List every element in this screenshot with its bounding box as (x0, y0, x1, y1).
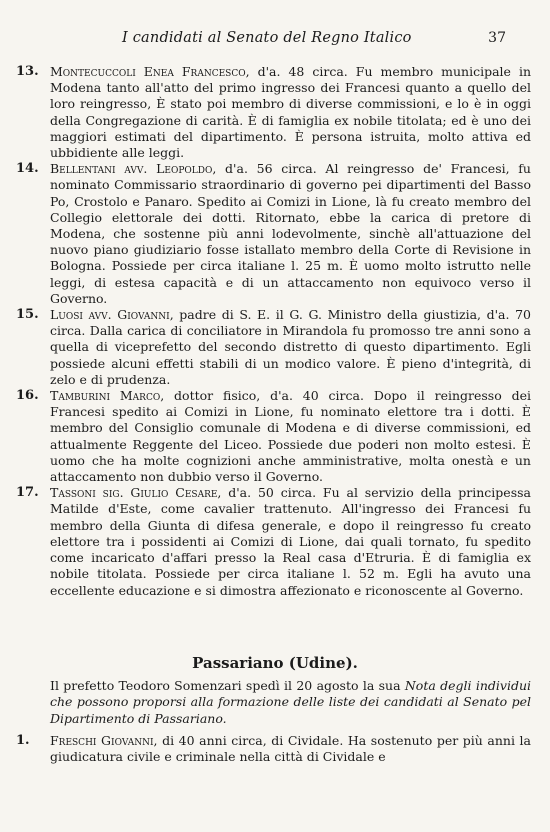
entry-text (50, 64, 531, 161)
page-header (0, 30, 550, 50)
entry-text (50, 161, 531, 307)
candidate-name: Luosi avv. Giovanni (50, 307, 170, 323)
section-heading: Passariano (Udine). (192, 654, 358, 672)
candidate-name: Montecuccoli Enea Francesco (50, 64, 246, 79)
entry-text (50, 388, 531, 485)
candidate-name: Tassoni sig. Giulio Cesare (50, 485, 218, 501)
intro-paragraph (50, 678, 531, 727)
entry-body: , dottor fisico, d'a. 40 circa. Dopo il reingresso dei Francesi spedito ai Comizi in Lione, fu nominato elettore tra i dotti. È membro del Consiglio comunale di Modena e di diverse commissioni, ed attualmente Reggente del Liceo. Possiede due poderi non molto estesi. È uomo che ha molte cognizioni anche amministrative, molta onestà e un attaccamento non dubbio verso il Governo. (50, 388, 531, 485)
entry-body: , d'a. 48 circa. Fu membro municipale in Modena tanto all'atto del primo ingresso dei Francesi quanto a quello del loro reingresso, È stato poi membro di diverse commissioni, e lo è in oggi della Congregazione di carità. È di famiglia ex nobile titolata; ed è uno dei maggiori estimati del dipartimento. È persona istruita, molto attiva ed ubbidiente alle leggi. (50, 64, 531, 161)
candidate-list (16, 64, 531, 599)
candidate-name: Bellentani avv. Leopoldo (50, 161, 213, 177)
candidate-entry (16, 733, 531, 765)
entry-body: , padre di S. E. il G. G. Ministro della giustizia, d'a. 70 circa. Dalla carica di conciliatore in Mirandola fu promosso tre anni sono a quella di viceprefetto del secondo distretto di questo dipartimento. Egli possiede alcuni effetti stabili di un modico valore. È pieno d'integrità, di zelo e di prudenza. (50, 307, 531, 387)
entry-number: 15. (16, 307, 39, 323)
entry-number: 16. (16, 388, 39, 404)
candidate-entry (16, 485, 531, 598)
candidate-entry (16, 64, 531, 161)
entry-body: , d'a. 56 circa. Al reingresso de' Francesi, fu nominato Commissario straordinario di governo pei dipartimenti del Basso Po, Crostolo e Panaro. Spedito ai Comizi in Lione, là fu creato membro del Collegio elettorale dei dotti. Ritornato, ebbe la carica di pretore di Modena, che sostenne più anni lodevolmente, sinchè all'attuazione del nuovo piano giudiziario fosse istallato membro della Corte di Revisione in Bologna. Possiede per circa italiane l. 25 m. È uomo molto istrutto nelle leggi, di estesa capacità e di un attaccamento non equivoco verso il Governo. (50, 161, 531, 306)
intro-text: Il prefetto Teodoro Somenzari spedì il 20 agosto la sua (50, 678, 405, 693)
candidate-entry (16, 161, 531, 307)
entry-text (50, 485, 531, 598)
entry-number: 13. (16, 64, 39, 79)
candidate-entry (16, 388, 531, 485)
entry-body: , di 40 anni circa, di Cividale. Ha sostenuto per più anni la giudicatura civile e criminale nella città di Cividale e (50, 733, 531, 765)
candidate-name: Freschi Giovanni (50, 733, 154, 748)
candidate-name: Tamburini Marco (50, 388, 161, 404)
entry-number: 1. (16, 733, 30, 748)
candidate-entry (16, 307, 531, 388)
intro-italic-text: Nota degli individui che possono proporsi alla formazione delle liste dei candidati al Senato pel Dipartimento di Passariano. (50, 678, 531, 726)
entry-body: , d'a. 50 circa. Fu al servizio della principessa Matilde d'Este, come cavalier trattenuto. All'ingresso dei Francesi fu membro della Giunta di difesa generale, e dopo il reingresso fu creato elettore tra i possidenti ai Comizi di Lione, dai quali tornato, fu spedito come incaricato d'affari presso la Real casa d'Etruria. È di famiglia ex nobile titolata. Possiede per circa italiane l. 52 m. Egli ha avuto una eccellente educazione e si dimostra affezionato e riconoscente al Governo. (50, 485, 531, 598)
entry-text (50, 307, 531, 388)
entry-number: 17. (16, 485, 39, 501)
running-title: I candidati al Senato del Regno Italico (122, 30, 412, 46)
entry-text (50, 733, 531, 765)
section-intro (16, 678, 531, 727)
entry-number: 14. (16, 161, 39, 177)
page-number: 37 (488, 30, 506, 46)
